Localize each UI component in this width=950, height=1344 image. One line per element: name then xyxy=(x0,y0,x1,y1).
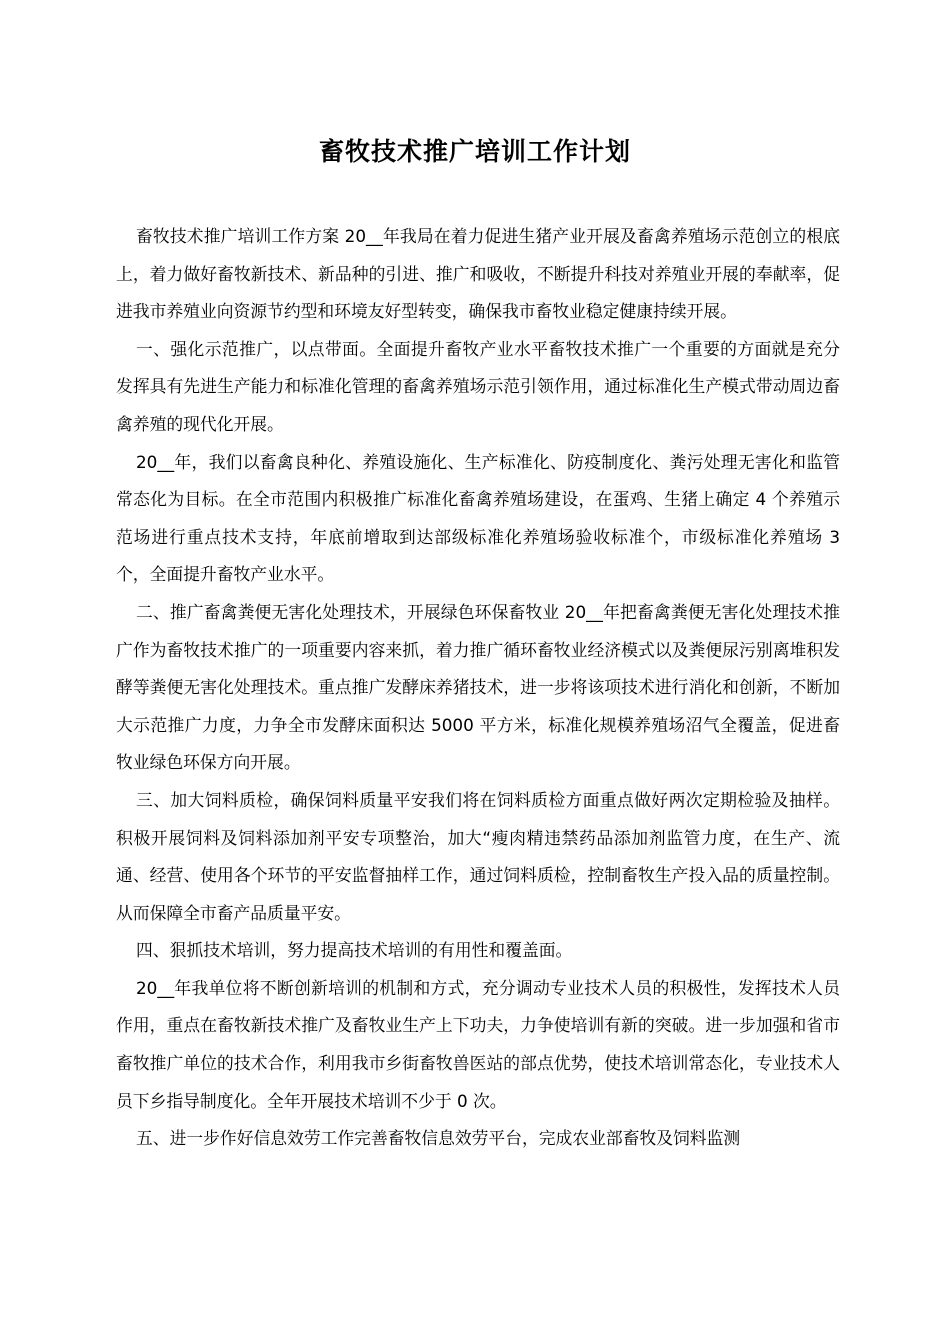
paragraph-section-4: 四、狠抓技术培训，努力提高技术培训的有用性和覆盖面。 xyxy=(136,940,573,961)
document-body xyxy=(116,218,840,1158)
paragraph-section-3: 三、加大饲料质检，确保饲料质量平安我们将在饲料质检方面重点做好两次定期检验及抽样。积极开展饲料及饲料添加剂平安专项整治，加大“瘦肉精违禁药品添加剂监管力度，在生产、流通、经营、使用各个环节的平安监督抽样工作，通过饲料质检，控制畜牧生产投入品的质量控制。从而保障全市畜产品质量平安。 xyxy=(116,789,840,923)
paragraph-section-2: 二、推广畜禽粪便无害化处理技术，开展绿色环保畜牧业 20__年把畜禽粪便无害化处理技术推广作为畜牧技术推广的一项重要内容来抓，着力推广循环畜牧业经济模式以及粪便尿污别离堆积发酵等粪便无害化处理技术。重点推广发酵床养猪技术，进一步将该项技术进行消化和创新，不断加大示范推广力度，力争全市发酵床面积达 5000 平方米，标准化规模养殖场沼气全覆盖，促进畜牧业绿色环保方向开展。 xyxy=(116,601,840,773)
document-title: 畜牧技术推广培训工作计划 xyxy=(318,137,631,166)
paragraph-section-1-detail: 20__年，我们以畜禽良种化、养殖设施化、生产标准化、防疫制度化、粪污处理无害化和监管常态化为目标。在全市范围内积极推广标准化畜禽养殖场建设，在蛋鸡、生猪上确定 4 个养殖示范场进行重点技术支持，年底前增取到达部级标准化养殖场验收标准个，市级标准化养殖场 3 个，全面提升畜牧产业水平。 xyxy=(116,451,840,585)
paragraph-section-5: 五、进一步作好信息效劳工作完善畜牧信息效劳平台，完成农业部畜牧及饲料监测 xyxy=(136,1128,741,1149)
paragraph-intro: 畜牧技术推广培训工作方案 20__年我局在着力促进生猪产业开展及畜禽养殖场示范创立的根底上，着力做好畜牧新技术、新品种的引进、推广和吸收，不断提升科技对养殖业开展的奉献率，促进我市养殖业向资源节约型和环境友好型转变，确保我市畜牧业稳定健康持续开展。 xyxy=(116,226,840,322)
paragraph-section-1: 一、强化示范推广，以点带面。全面提升畜牧产业水平畜牧技术推广一个重要的方面就是充分发挥具有先进生产能力和标准化管理的畜禽养殖场示范引领作用，通过标准化生产模式带动周边畜禽养殖的现代化开展。 xyxy=(116,338,840,434)
paragraph-section-4-detail: 20__年我单位将不断创新培训的机制和方式，充分调动专业技术人员的积极性，发挥技术人员作用，重点在畜牧新技术推广及畜牧业生产上下功夫，力争使培训有新的突破。进一步加强和省市畜牧推广单位的技术合作，利用我市乡街畜牧兽医站的部点优势，使技术培训常态化，专业技术人员下乡指导制度化。全年开展技术培训不少于 0 次。 xyxy=(116,977,840,1111)
